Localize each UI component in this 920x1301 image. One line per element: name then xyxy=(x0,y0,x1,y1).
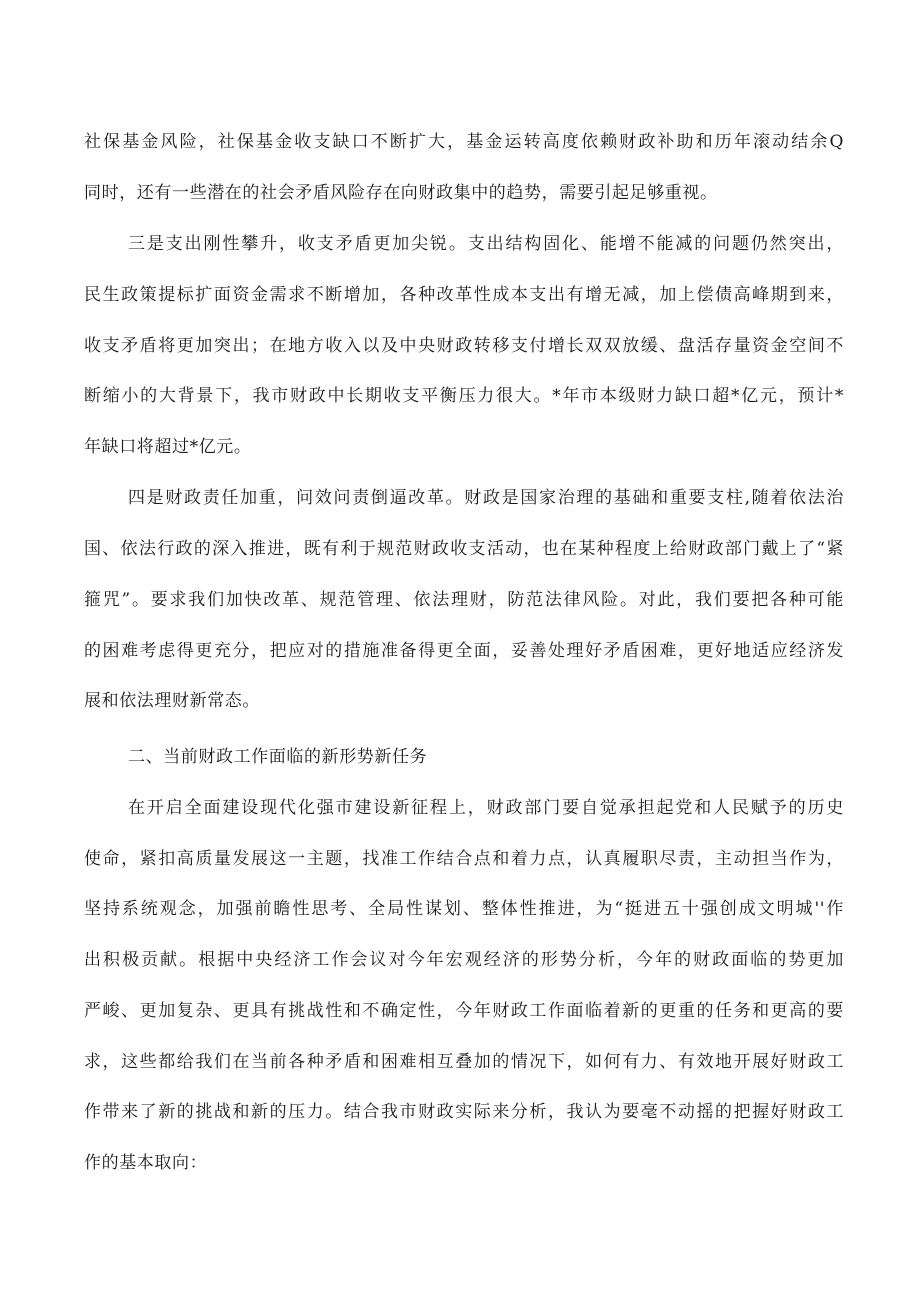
text-line: 坚持系统观念，加强前瞻性思考、全局性谋划、整体性推进，为“挺进五十强创成文明城''作 xyxy=(84,899,844,919)
text-line: 断缩小的大背景下，我市财政中长期收支平衡压力很大。*年市本级财力缺口超*亿元，预计* xyxy=(84,386,844,406)
text-line: 年缺口将超过*亿元。 xyxy=(84,437,252,457)
text-line: 严峻、更加复杂、更具有挑战性和不确定性，今年财政工作面临着新的更重的任务和更高的要 xyxy=(84,1001,844,1021)
text-line: 国、依法行政的深入推进，既有利于规范财政收支活动，也在某种程度上给财政部门戴上了“紧 xyxy=(84,539,844,559)
text-line: 民生政策提标扩面资金需求不断增加，各种改革性成本支出有增无减，加上偿债高峰期到来， xyxy=(84,285,844,305)
text-line: 社保基金风险，社保基金收支缺口不断扩大，基金运转高度依赖财政补助和历年滚动结余Q xyxy=(84,132,844,152)
text-line: 同时，还有一些潜在的社会矛盾风险存在向财政集中的趋势，需要引起足够重视。 xyxy=(84,183,718,203)
text-line: 展和依法理财新常态。 xyxy=(84,691,260,711)
text-line: 求，这些都给我们在当前各种矛盾和困难相互叠加的情况下，如何有力、有效地开展好财政工 xyxy=(84,1052,844,1072)
text-line: 作的基本取向： xyxy=(84,1153,208,1173)
paragraph-start-line: 在开启全面建设现代化强市建设新征程上，财政部门要自觉承担起党和人民赋予的历史 xyxy=(128,798,844,818)
text-line: 箍咒”。要求我们加快改革、规范管理、依法理财，防范法律风险。对此，我们要把各种可能 xyxy=(84,590,844,610)
section-heading: 二、当前财政工作面临的新形势新任务 xyxy=(128,747,428,767)
text-line: 出积极贡献。根据中央经济工作会议对今年宏观经济的形势分析，今年的财政面临的势更加 xyxy=(84,950,844,970)
paragraph-start-line: 三是支出刚性攀升，收支矛盾更加尖锐。支出结构固化、能增不能减的问题仍然突出， xyxy=(128,234,844,254)
text-line: 的困难考虑得更充分，把应对的措施准备得更全面，妥善处理好矛盾困难，更好地适应经济发 xyxy=(84,641,844,661)
text-line: 作带来了新的挑战和新的压力。结合我市财政实际来分析，我认为要毫不动摇的把握好财政工 xyxy=(84,1102,844,1122)
text-line: 收支矛盾将更加突出；在地方收入以及中央财政转移支付增长双双放缓、盘活存量资金空间不 xyxy=(84,336,844,356)
paragraph-start-line: 四是财政责任加重，问效问责倒逼改革。财政是国家治理的基础和重要支柱,随着依法治 xyxy=(128,488,844,508)
text-line: 使命，紧扣高质量发展这一主题，找准工作结合点和着力点，认真履职尽责，主动担当作为， xyxy=(84,849,844,869)
